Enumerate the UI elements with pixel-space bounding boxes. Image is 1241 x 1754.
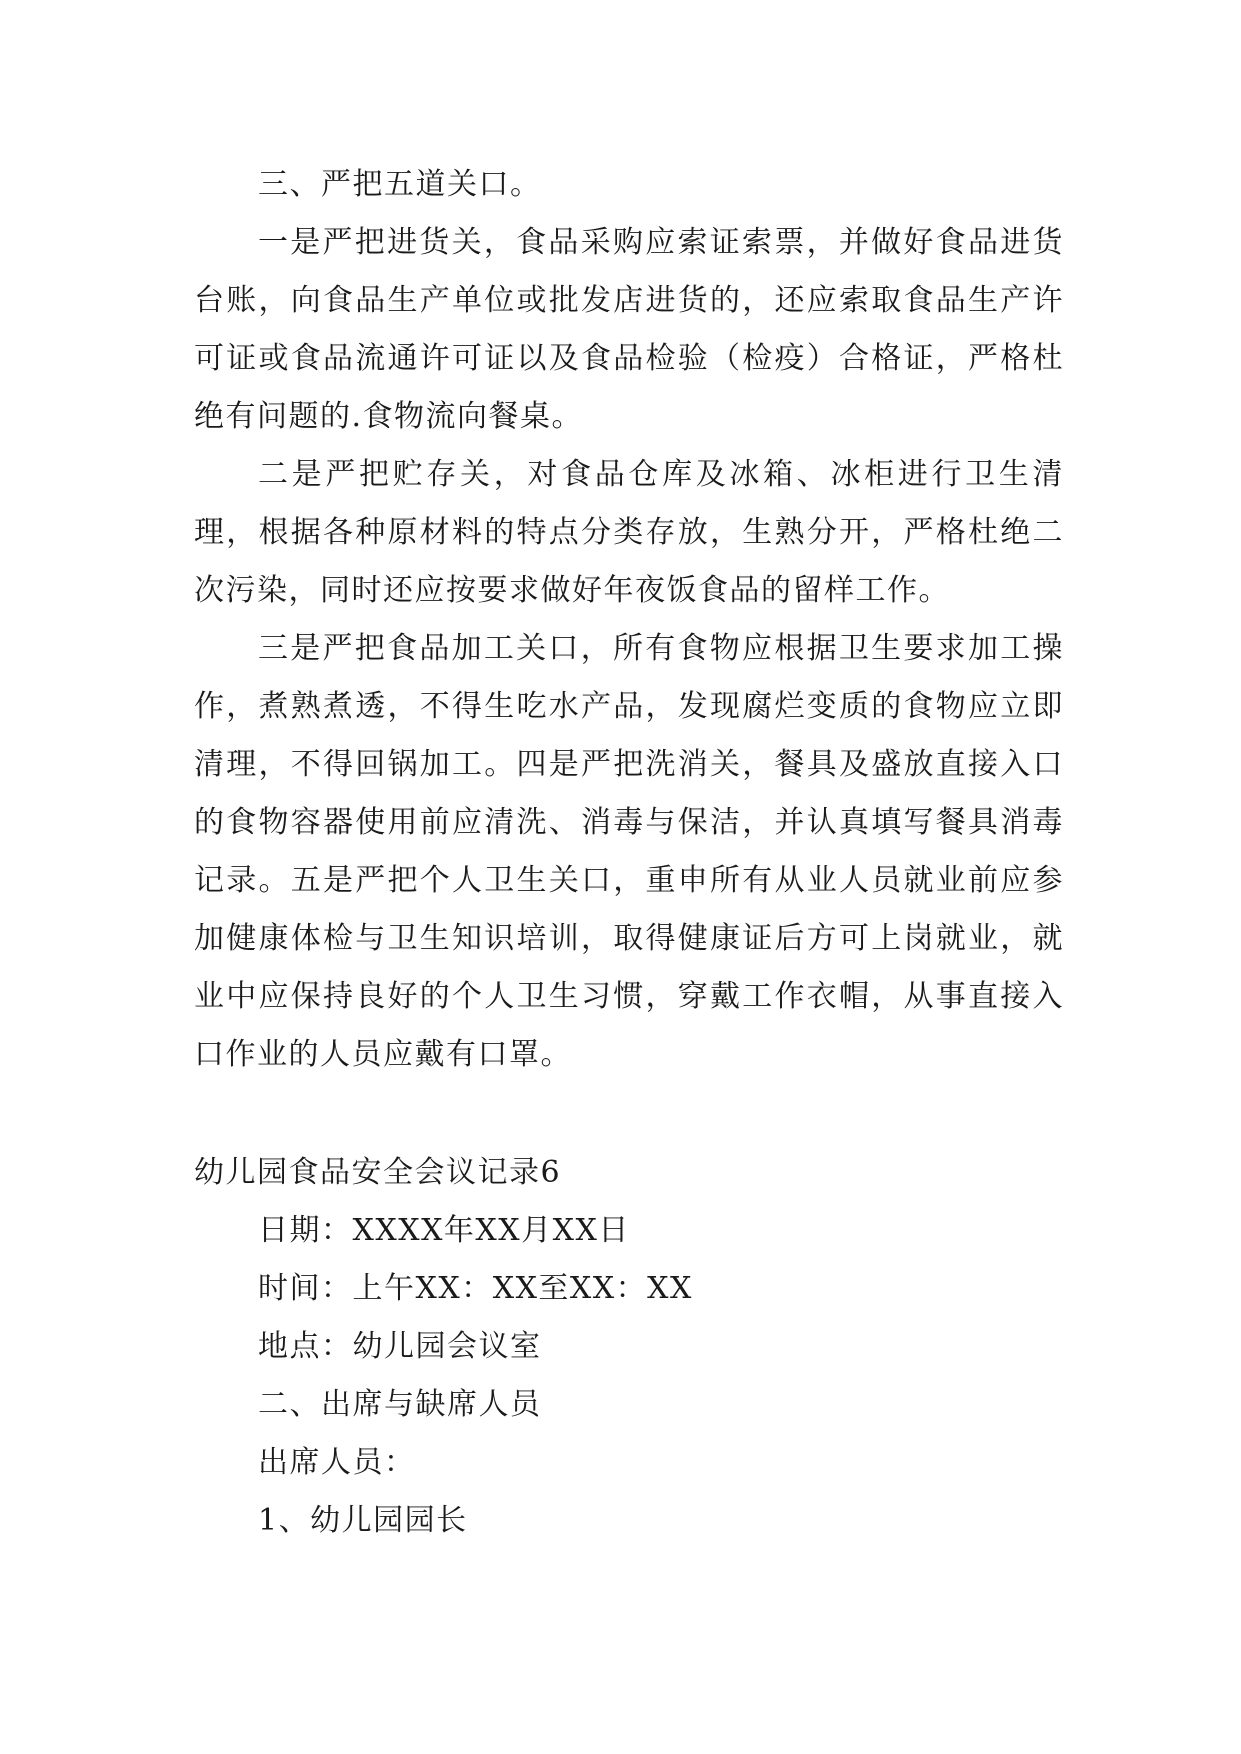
attendance-heading: 二、出席与缺席人员 <box>258 1387 542 1422</box>
paragraph-processing: 三是严把食品加工关口，所有食物应根据卫生要求加工操作，煮熟煮透，不得生吃水产品，发现腐烂变质的食物应立即清理，不得回锅加工。四是严把洗消关，餐具及盛放直接入口的食物容器使用前应清洗、消毒与保洁，并认真填写餐具消毒记录。五是严把个人卫生关口，重申所有从业人员就业前应参加健康体检与卫生知识培训，取得健康证后方可上岗就业，就业中应保持良好的个人卫生习惯，穿戴工作衣帽，从事直接入口作业的人员应戴有口罩。 <box>194 631 1064 1072</box>
paragraph-purchase: 一是严把进货关，食品采购应索证索票，并做好食品进货台账，向食品生产单位或批发店进货的，还应索取食品生产许可证或食品流通许可证以及食品检验（检疫）合格证，严格杜绝有问题的.食物流向餐桌。 <box>194 225 1064 434</box>
paragraph-storage: 二是严把贮存关，对食品仓库及冰箱、冰柜进行卫生清理，根据各种原材料的特点分类存放，生熟分开，严格杜绝二次污染，同时还应按要求做好年夜饭食品的留样工作。 <box>194 457 1064 608</box>
attendees-label: 出席人员： <box>258 1445 416 1480</box>
meeting-location: 地点：幼儿园会议室 <box>258 1329 542 1364</box>
meeting-time: 时间：上午XX：XX至XX：XX <box>258 1271 693 1306</box>
document-body <box>194 156 1064 1550</box>
section-heading: 三、严把五道关口。 <box>258 167 542 202</box>
meeting-date: 日期：XXXX年XX月XX日 <box>258 1213 630 1248</box>
attendee-item: 1、幼儿园园长 <box>258 1503 468 1538</box>
record-title: 幼儿园食品安全会议记录6 <box>194 1155 562 1190</box>
